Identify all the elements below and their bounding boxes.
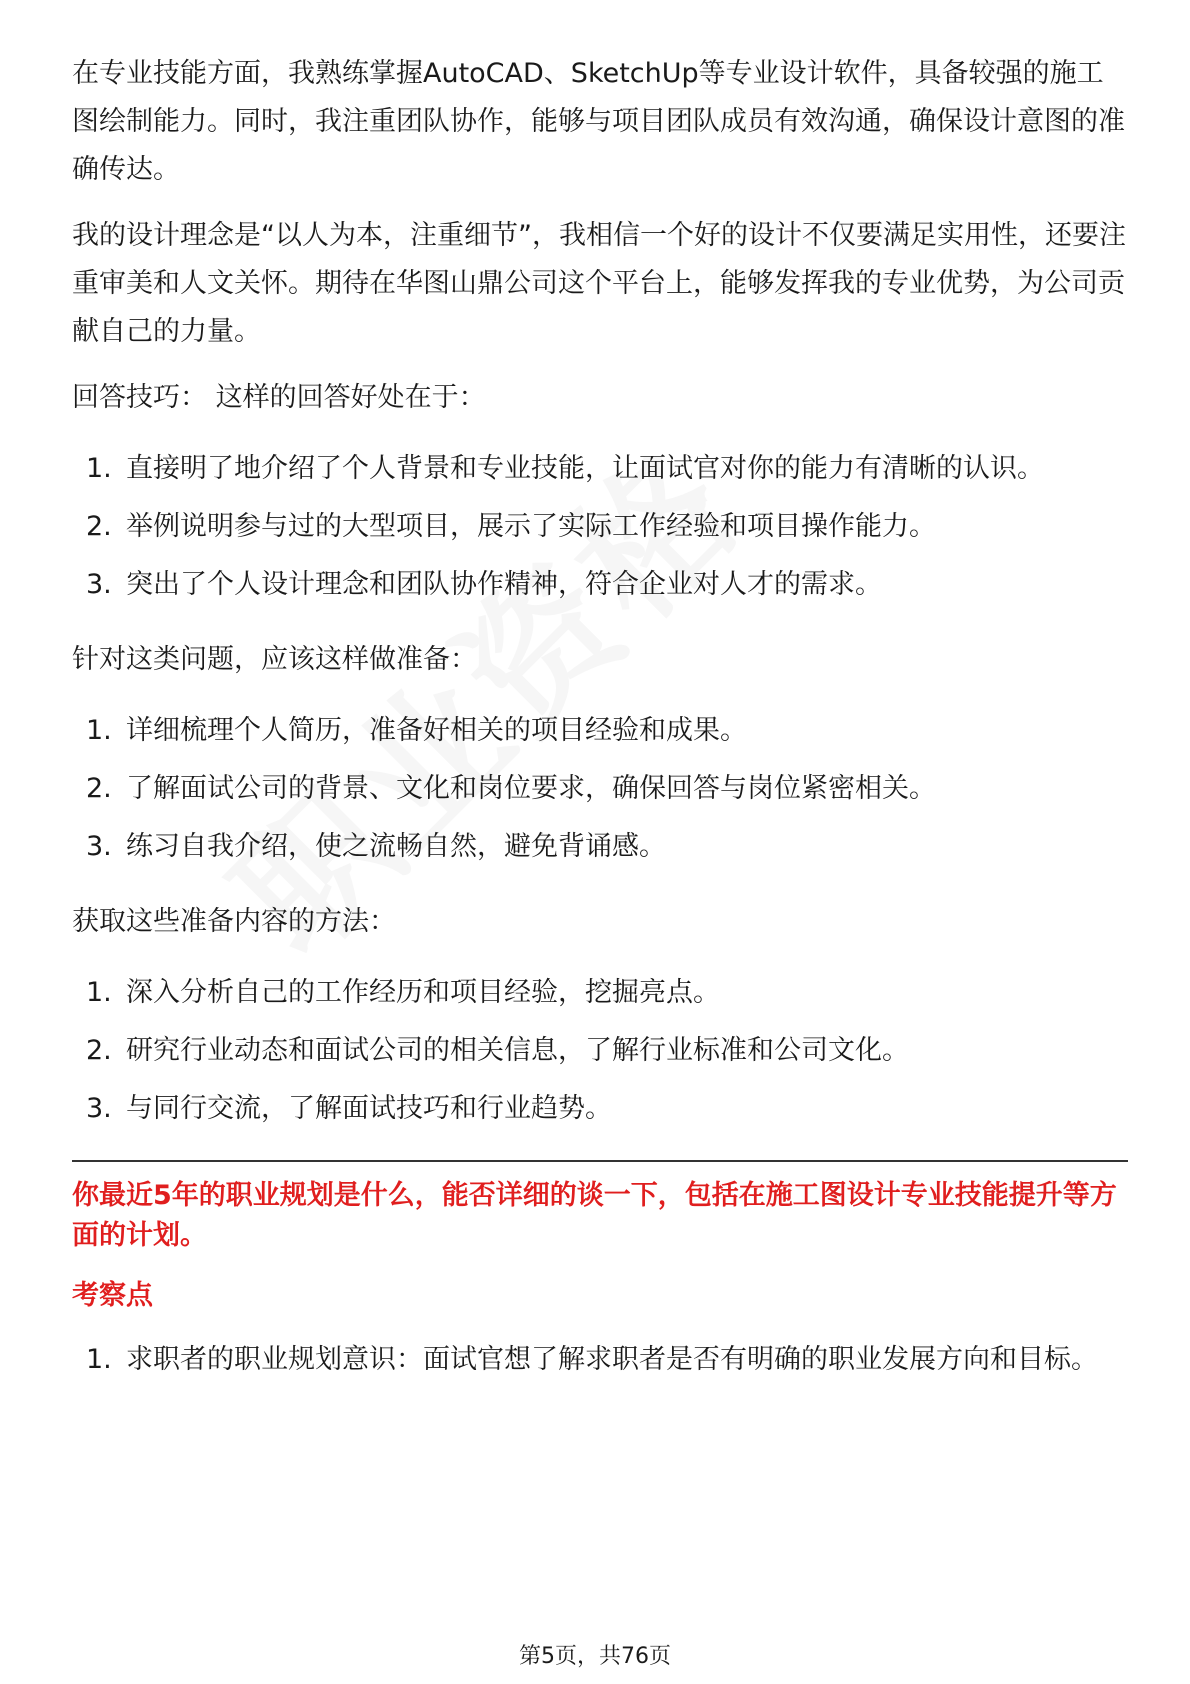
interview-question: 你最近5年的职业规划是什么，能否详细的谈一下，包括在施工图设计专业技能提升等方面的计划。 [72,1180,1117,1251]
list-text: 深入分析自己的工作经历和项目经验，挖掘亮点。 [126,977,720,1008]
list-text: 了解面试公司的背景、文化和岗位要求，确保回答与岗位紧密相关。 [126,773,936,804]
list-number: 2. [86,1035,112,1066]
list-item [72,964,1128,1022]
method-list [72,964,1128,1138]
intro-paragraph-1: 在专业技能方面，我熟练掌握AutoCAD、SketchUp等专业设计软件，具备较强的施工图绘制能力。同时，我注重团队协作，能够与项目团队成员有效沟通，确保设计意图的准确传达。 [72,58,1125,185]
list-item [72,1022,1128,1080]
section-divider [72,1160,1128,1162]
list-text: 详细梳理个人简历，准备好相关的项目经验和成果。 [126,715,747,746]
list-text: 研究行业动态和面试公司的相关信息，了解行业标准和公司文化。 [126,1035,909,1066]
method-heading: 获取这些准备内容的方法： [72,906,396,937]
list-item [72,498,1128,556]
list-text: 与同行交流，了解面试技巧和行业趋势。 [126,1093,612,1124]
prep-heading: 针对这类问题，应该这样做准备： [72,644,477,675]
assessment-list [72,1332,1128,1388]
list-number: 1. [86,453,112,484]
list-number: 1. [86,977,112,1008]
document-page [72,50,1128,1410]
list-item [72,1080,1128,1138]
list-text: 求职者的职业规划意识：面试官想了解求职者是否有明确的职业发展方向和目标。 [126,1344,1098,1375]
list-item [72,556,1128,614]
list-number: 2. [86,511,112,542]
list-text: 练习自我介绍，使之流畅自然，避免背诵感。 [126,831,666,862]
list-number: 3. [86,831,112,862]
list-number: 3. [86,569,112,600]
page-footer: 第5页，共76页 [519,1644,671,1669]
list-text: 直接明了地介绍了个人背景和专业技能，让面试官对你的能力有清晰的认识。 [126,453,1044,484]
list-number: 3. [86,1093,112,1124]
intro-paragraph-2: 我的设计理念是“以人为本，注重细节”，我相信一个好的设计不仅要满足实用性，还要注重审美和人文关怀。期待在华图山鼎公司这个平台上，能够发挥我的专业优势，为公司贡献自己的力量。 [72,220,1126,347]
list-item [72,760,1128,818]
list-item [72,818,1128,876]
list-number: 2. [86,773,112,804]
list-item [72,1332,1128,1388]
list-text: 举例说明参与过的大型项目，展示了实际工作经验和项目操作能力。 [126,511,936,542]
prep-list [72,702,1128,876]
list-item [72,440,1128,498]
assessment-heading: 考察点 [72,1280,153,1311]
list-item [72,702,1128,760]
list-number: 1. [86,715,112,746]
list-text: 突出了个人设计理念和团队协作精神，符合企业对人才的需求。 [126,569,882,600]
tips-heading: 回答技巧： 这样的回答好处在于： [72,382,486,413]
tips-list [72,440,1128,614]
list-number: 1. [86,1344,112,1375]
